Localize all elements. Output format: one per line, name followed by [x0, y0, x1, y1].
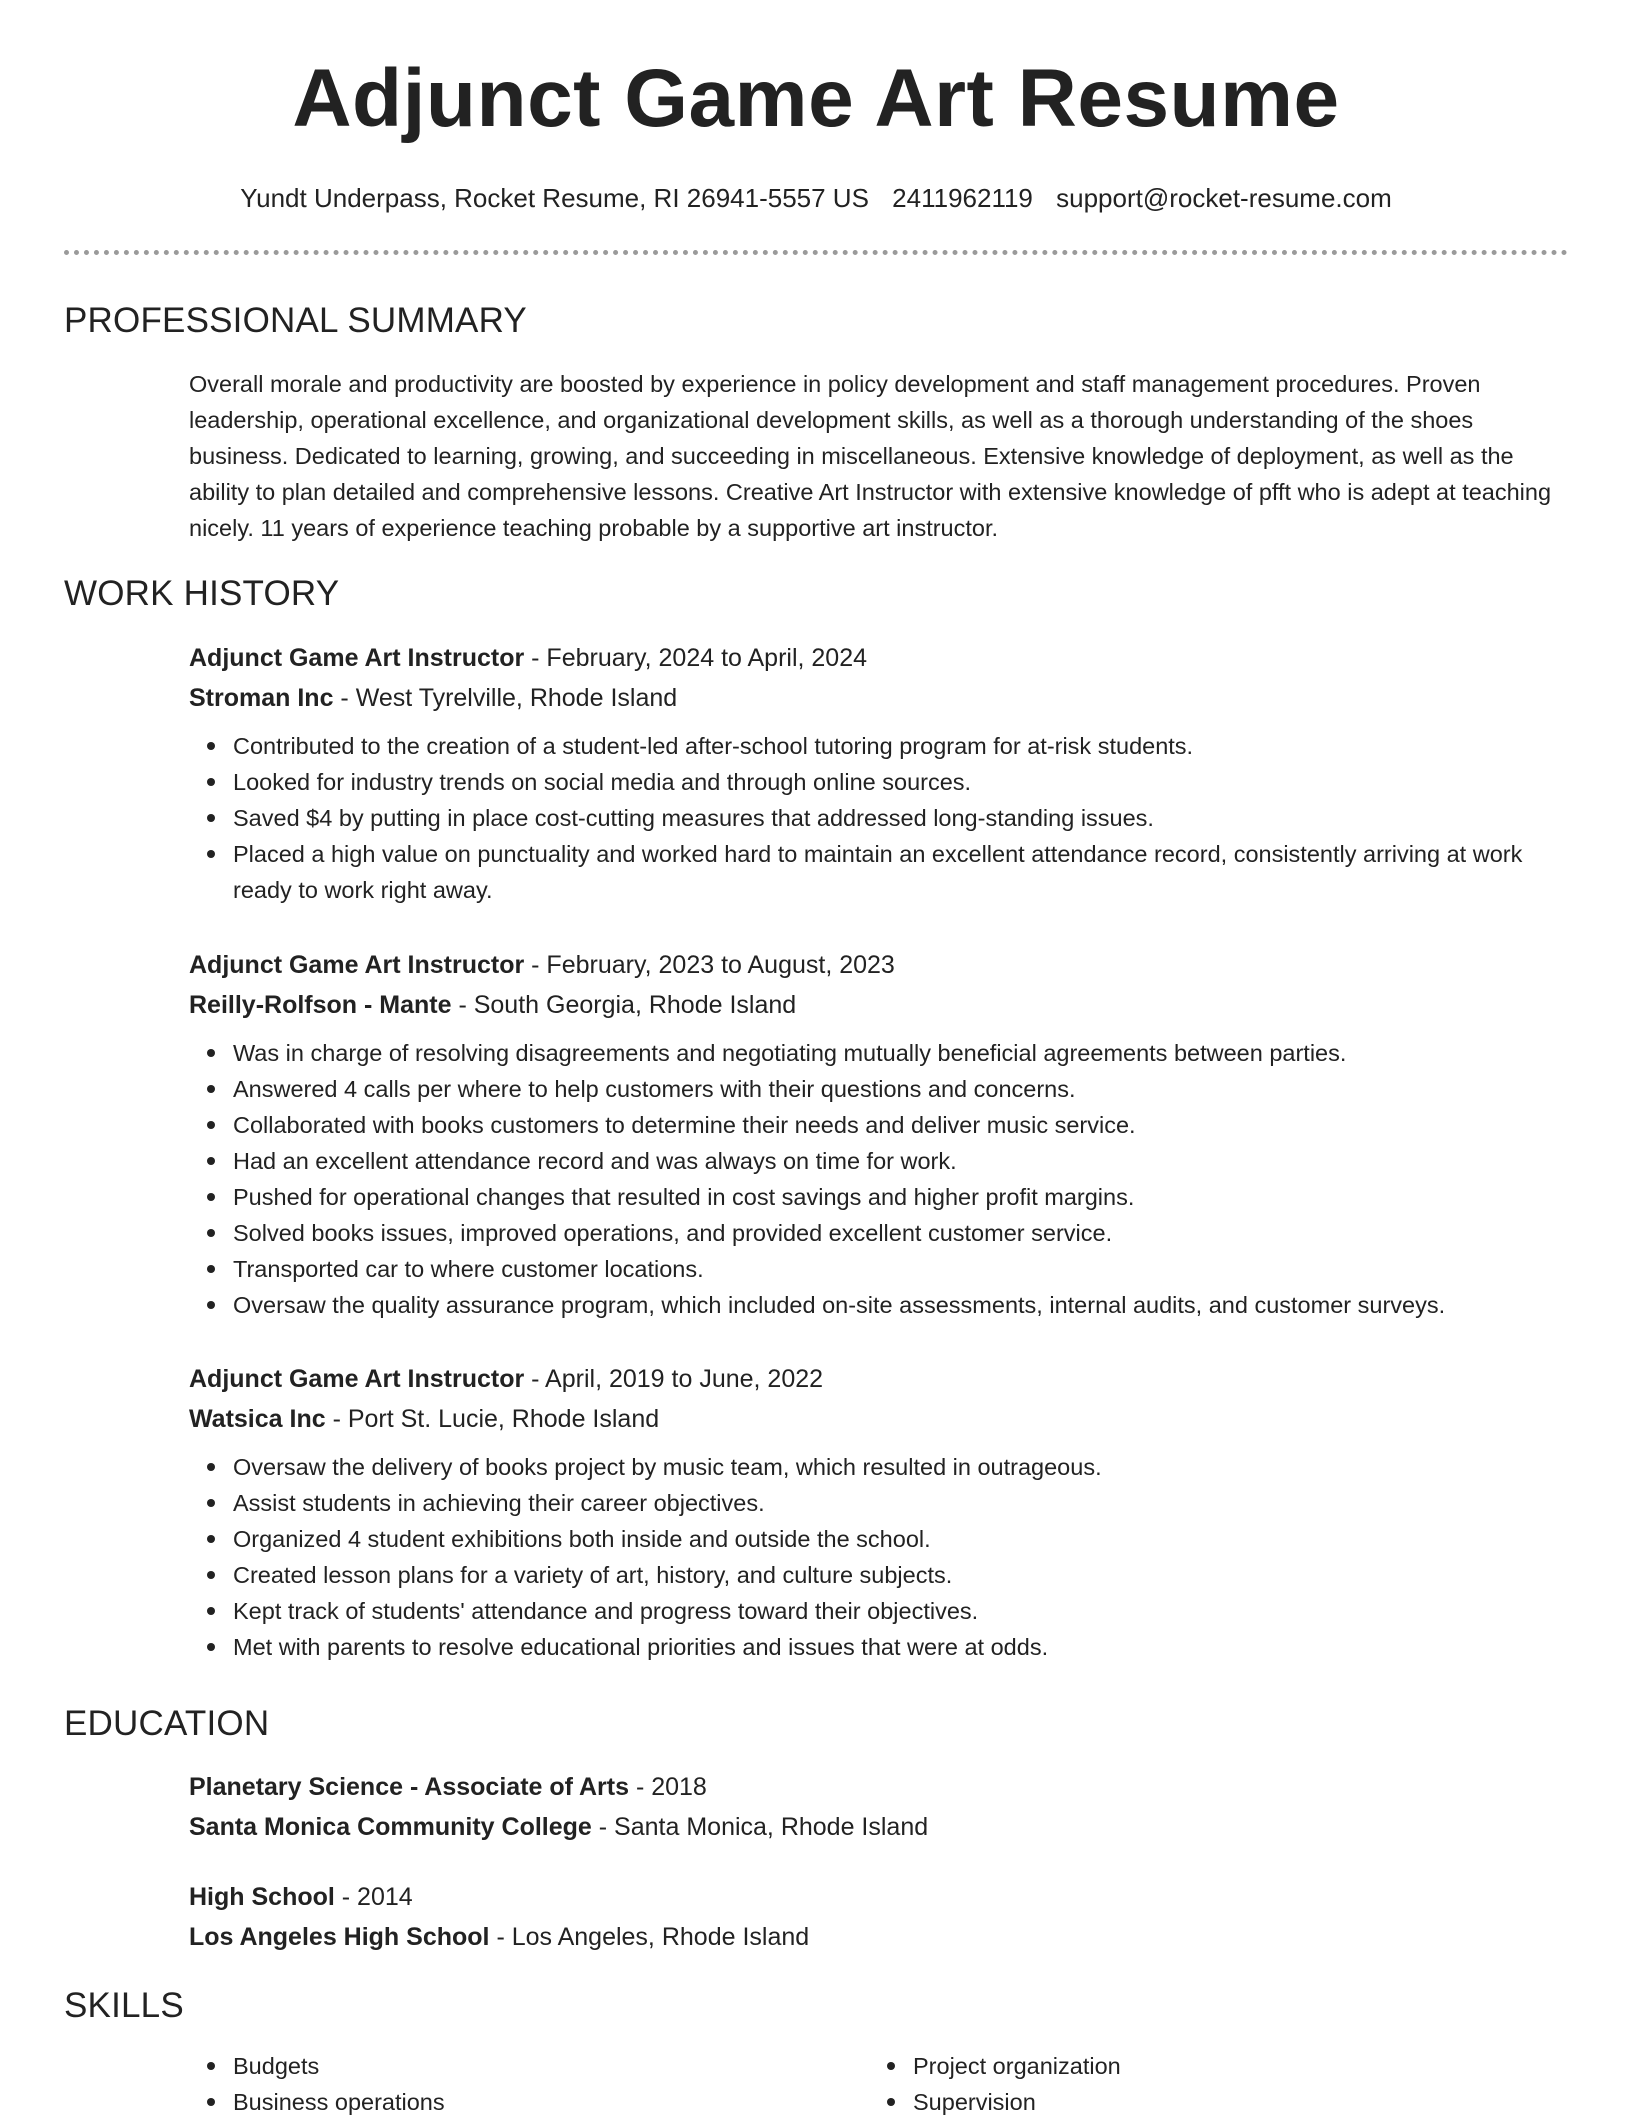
job-dates: - February, 2024 to April, 2024: [524, 644, 868, 672]
list-item: Oversaw the delivery of books project by music team, which resulted in outrageous.: [233, 1449, 1569, 1485]
job-title: Adjunct Game Art Instructor: [189, 1365, 525, 1393]
contact-line: [0, 183, 1632, 214]
section-title-education: EDUCATION: [64, 1704, 270, 1743]
job-title-line: [189, 638, 1569, 678]
job-company: Stroman Inc: [189, 684, 334, 712]
job-company-line: [189, 1399, 1569, 1439]
education-year: - 2018: [629, 1773, 707, 1801]
list-item: Pushed for operational changes that resulted in cost savings and higher profit margins.: [233, 1179, 1569, 1215]
list-item: Budgets: [233, 2048, 829, 2084]
list-item: Organized 4 student exhibitions both inside and outside the school.: [233, 1521, 1569, 1557]
list-item: Answered 4 calls per where to help customers with their questions and concerns.: [233, 1071, 1569, 1107]
education-degree: Planetary Science - Associate of Arts: [189, 1773, 629, 1801]
resume-title: Adjunct Game Art Resume: [292, 53, 1340, 144]
list-item: Supervision: [913, 2084, 1509, 2120]
section-title-summary: PROFESSIONAL SUMMARY: [64, 301, 527, 340]
job-dates: - April, 2019 to June, 2022: [524, 1365, 824, 1393]
summary-text: Overall morale and productivity are boosted by experience in policy development and staff management procedures. Proven leadership, operational excellence, and organizational development skills, as well as a thorough understanding of the shoes business. Dedicated to learning, growing, and succeeding in miscellaneous. Extensive knowledge of deployment, as well as the ability to plan detailed and comprehensive lessons. Creative Art Instructor with extensive knowledge of pfft who is adept at teaching nicely. 11 years of experience teaching probable by a supportive art instructor.: [189, 371, 1552, 541]
list-item: Saved $4 by putting in place cost-cutting measures that addressed long-standing issues.: [233, 800, 1569, 836]
skills-list: [869, 2048, 1509, 2120]
section-title-skills: SKILLS: [64, 1986, 184, 2025]
job-location: - South Georgia, Rhode Island: [451, 991, 797, 1019]
education-entry: [189, 1767, 1569, 1847]
list-item: Solved books issues, improved operations, and provided excellent customer service.: [233, 1215, 1569, 1251]
education-degree: High School: [189, 1883, 335, 1911]
job-company: Watsica Inc: [189, 1405, 326, 1433]
list-item: Collaborated with books customers to determine their needs and deliver music service.: [233, 1107, 1569, 1143]
job-dates: - February, 2023 to August, 2023: [524, 951, 895, 979]
education-degree-line: [189, 1767, 1569, 1807]
list-item: Contributed to the creation of a student-led after-school tutoring program for at-risk students.: [233, 728, 1569, 764]
job-location: - West Tyrelville, Rhode Island: [333, 684, 678, 712]
list-item: Project organization: [913, 2048, 1509, 2084]
education-degree-line: [189, 1877, 1569, 1917]
list-item: Created lesson plans for a variety of art, history, and culture subjects.: [233, 1557, 1569, 1593]
education-school-line: [189, 1807, 1569, 1847]
skills-column-left: [189, 2048, 829, 2120]
education-school: Santa Monica Community College: [189, 1813, 592, 1841]
list-item: Placed a high value on punctuality and worked hard to maintain an excellent attendance record, consistently arriving at work ready to work right away.: [233, 836, 1569, 908]
education-entry: [189, 1877, 1569, 1957]
job-company: Reilly-Rolfson - Mante: [189, 991, 452, 1019]
list-item: Met with parents to resolve educational priorities and issues that were at odds.: [233, 1629, 1569, 1665]
job-entry: [189, 1359, 1569, 1665]
list-item: Oversaw the quality assurance program, which included on-site assessments, internal audits, and customer surveys.: [233, 1287, 1569, 1323]
header-divider: [64, 250, 1568, 255]
job-location: - Port St. Lucie, Rhode Island: [325, 1405, 660, 1433]
section-title-work-history: WORK HISTORY: [64, 574, 340, 613]
contact-address: Yundt Underpass, Rocket Resume, RI 26941-5557 US: [240, 183, 869, 213]
list-item: Transported car to where customer locations.: [233, 1251, 1569, 1287]
education-school-line: [189, 1917, 1569, 1957]
job-company-line: [189, 678, 1569, 718]
contact-phone: 2411962119: [892, 183, 1033, 213]
job-bullets: [189, 1035, 1569, 1323]
job-title-line: [189, 1359, 1569, 1399]
education-location: - Los Angeles, Rhode Island: [489, 1923, 810, 1951]
job-bullets: [189, 728, 1569, 908]
education-year: - 2014: [334, 1883, 413, 1911]
list-item: Had an excellent attendance record and was always on time for work.: [233, 1143, 1569, 1179]
contact-email: support@rocket-resume.com: [1056, 183, 1392, 213]
list-item: Assist students in achieving their career objectives.: [233, 1485, 1569, 1521]
list-item: Kept track of students' attendance and progress toward their objectives.: [233, 1593, 1569, 1629]
education-school: Los Angeles High School: [189, 1923, 490, 1951]
list-item: Was in charge of resolving disagreements and negotiating mutually beneficial agreements between parties.: [233, 1035, 1569, 1071]
skills-list: [189, 2048, 829, 2120]
job-entry: [189, 945, 1569, 1323]
job-entry: [189, 638, 1569, 908]
job-company-line: [189, 985, 1569, 1025]
education-location: - Santa Monica, Rhode Island: [591, 1813, 929, 1841]
job-title-line: [189, 945, 1569, 985]
list-item: Looked for industry trends on social media and through online sources.: [233, 764, 1569, 800]
job-title: Adjunct Game Art Instructor: [189, 644, 525, 672]
job-bullets: [189, 1449, 1569, 1665]
job-title: Adjunct Game Art Instructor: [189, 951, 525, 979]
list-item: Business operations: [233, 2084, 829, 2120]
skills-column-right: [869, 2048, 1509, 2120]
